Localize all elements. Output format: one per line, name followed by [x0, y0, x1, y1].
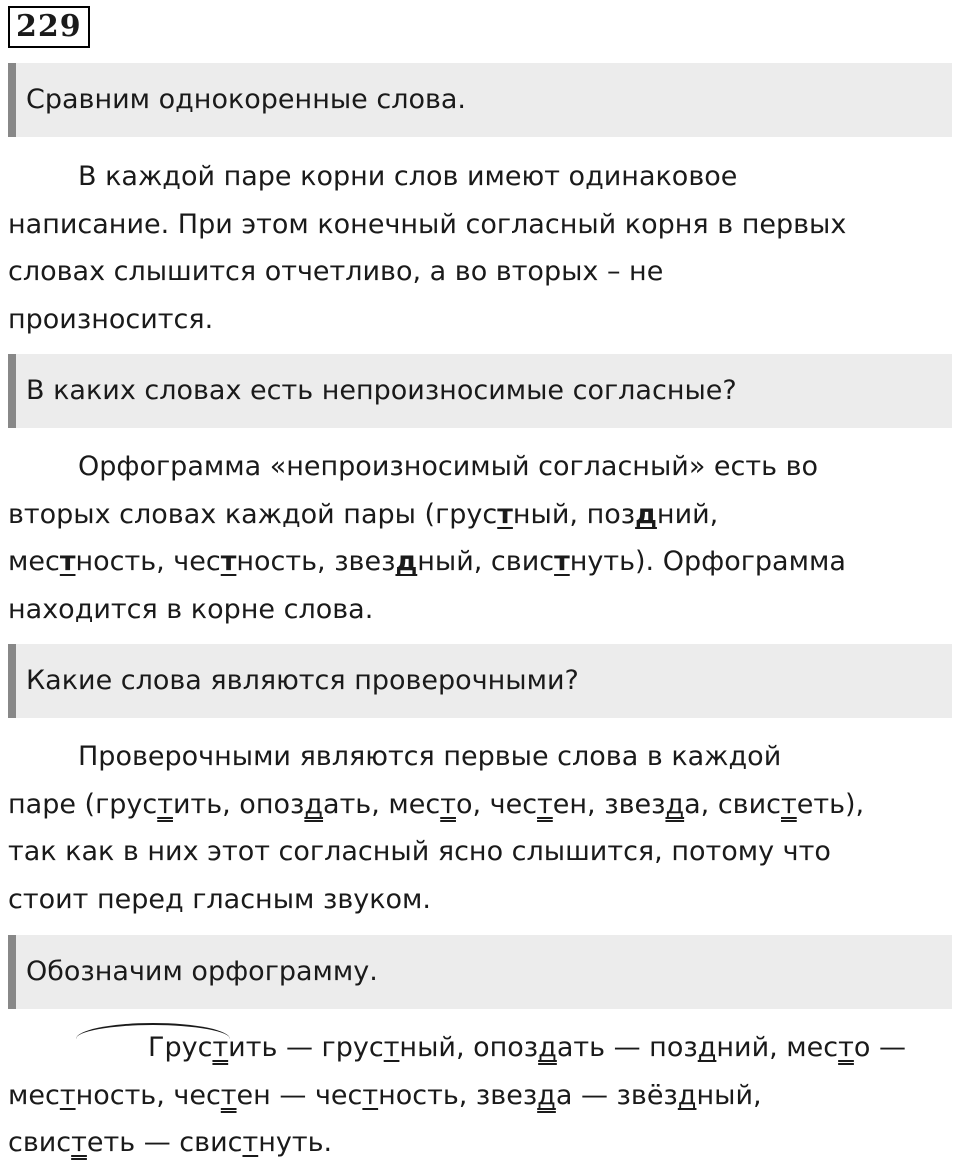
silent-consonant-letter: т [554, 546, 570, 577]
text-line: В каждой паре корни слов имеют одинаковое [78, 161, 738, 192]
text-fragment: ный, [696, 1079, 762, 1111]
silent-consonant-letter: т [362, 1079, 379, 1111]
text-fragment: о, чес [455, 788, 538, 820]
text-fragment: еть), [796, 788, 865, 820]
text-fragment: ность, звез [236, 546, 396, 577]
text-fragment: ный, опоз [399, 1032, 539, 1063]
text-fragment: ность, чес [75, 1079, 221, 1111]
text-line [8, 1119, 952, 1167]
text-line: так как в них этот согласный ясно слышится, потому что [8, 836, 831, 867]
silent-consonant-letter: т [497, 498, 513, 530]
question-heading-silent-consonants: В каких словах есть непроизносимые согласные? [8, 354, 952, 428]
text-fragment: ен — чес [236, 1079, 363, 1111]
silent-consonant-letter: д [677, 1079, 697, 1111]
silent-consonant-letter: т [242, 1127, 259, 1158]
text-line [8, 538, 952, 586]
check-consonant-letter: т [220, 1079, 237, 1111]
text-fragment: о — [853, 1032, 906, 1063]
text-fragment: вторых словах каждой пары (грус [8, 498, 498, 530]
text-fragment: нуть. [258, 1127, 333, 1158]
text-fragment: Грус [148, 1032, 213, 1063]
check-consonant-letter: д [538, 1032, 557, 1063]
text-fragment: ность, звез [378, 1079, 538, 1111]
question-heading-check-words: Какие слова являются проверочными? [8, 644, 952, 718]
check-consonant-letter: д [537, 1079, 556, 1111]
check-consonant-letter: т [781, 788, 797, 820]
answer-paragraph-mark-spelling [8, 1024, 952, 1167]
answer-paragraph-silent-consonants [8, 443, 952, 633]
silent-consonant-letter: д [395, 546, 418, 577]
text-line [8, 1072, 952, 1120]
text-fragment: а — звёз [555, 1079, 678, 1111]
answer-paragraph-check-words [8, 733, 952, 923]
text-line [8, 781, 952, 829]
text-line: словах слышится отчетливо, а во вторых – не [8, 256, 664, 287]
question-heading-compare: Сравним однокоренные слова. [8, 63, 952, 137]
check-consonant-letter: т [71, 1127, 87, 1158]
text-line: написание. При этом конечный согласный корня в первых [8, 208, 847, 240]
silent-consonant-letter: д [697, 1032, 717, 1063]
text-fragment: ний, [656, 498, 719, 530]
text-fragment: ный, поз [512, 498, 636, 530]
check-consonant-letter: т [440, 788, 456, 820]
answer-paragraph-compare [8, 153, 952, 343]
text-fragment: ать — поз [556, 1032, 698, 1063]
check-consonant-letter: т [157, 788, 173, 820]
silent-consonant-letter: т [220, 546, 237, 577]
text-fragment: ность, чес [75, 546, 221, 577]
question-heading-mark-spelling: Обозначим орфограмму. [8, 935, 952, 1009]
text-fragment: а, свис [684, 788, 781, 820]
text-fragment: нуть). Орфограмма [569, 546, 846, 577]
text-line: находится в корне слова. [8, 593, 374, 625]
word-root [78, 1024, 228, 1072]
exercise-number: 229 [8, 6, 90, 48]
text-fragment: ать, мес [323, 788, 441, 820]
text-fragment: еть — свис [86, 1127, 243, 1158]
check-consonant-letter: т [212, 1032, 229, 1063]
text-fragment: паре (грус [8, 788, 158, 820]
text-fragment: мес [8, 1079, 60, 1111]
check-consonant-letter: т [838, 1032, 854, 1063]
text-line: Проверочными являются первые слова в каждой [78, 741, 782, 772]
check-consonant-letter: т [537, 788, 553, 820]
text-fragment: ный, свис [417, 546, 555, 577]
text-fragment: ний, мес [716, 1032, 839, 1063]
text-fragment: ить, опоз [172, 788, 305, 820]
text-line: произносится. [8, 303, 214, 335]
text-fragment: мес [8, 546, 60, 577]
silent-consonant-letter: т [59, 546, 76, 577]
text-line [8, 491, 952, 539]
silent-consonant-letter: т [59, 1079, 76, 1111]
text-fragment: ить — грус [228, 1032, 384, 1063]
text-line [8, 1024, 952, 1072]
text-line: стоит перед гласным звуком. [8, 883, 431, 915]
check-consonant-letter: д [665, 788, 685, 820]
silent-consonant-letter: т [383, 1032, 400, 1063]
silent-consonant-letter: д [635, 498, 657, 530]
text-fragment: ен, звез [552, 788, 666, 820]
text-line: Орфограмма «непроизносимый согласный» есть во [78, 451, 819, 482]
text-fragment: свис [8, 1127, 72, 1158]
check-consonant-letter: д [304, 788, 324, 820]
